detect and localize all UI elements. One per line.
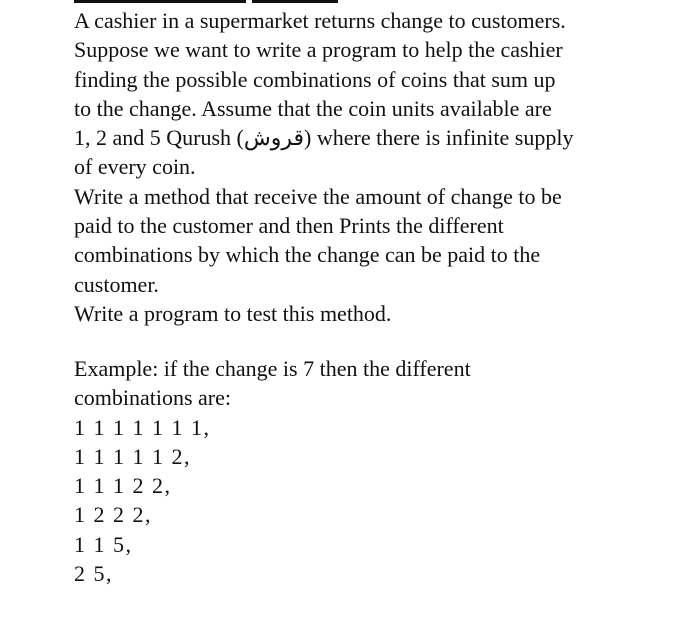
example-section: [74, 354, 684, 588]
problem-line: customer.: [74, 271, 159, 297]
top-underline-fragment: [252, 0, 338, 3]
problem-line: A cashier in a supermarket returns change to customers.: [74, 8, 566, 33]
combination-line: 1 1 1 1 1 2,: [74, 443, 191, 469]
combination-line: 1 1 1 2 2,: [74, 473, 172, 499]
combination-line: 1 2 2 2,: [74, 502, 152, 528]
problem-line: Suppose we want to write a program to help the cashier: [74, 37, 563, 63]
combination-line: 1 1 5,: [74, 531, 133, 557]
problem-statement: [74, 6, 684, 328]
problem-line: finding the possible combinations of coins that sum up: [74, 66, 556, 92]
coin-units-text: 1, 2 and 5 Qurush (: [74, 125, 244, 151]
problem-line: [74, 123, 684, 152]
problem-line: to the change. Assume that the coin units available are: [74, 95, 552, 121]
problem-line: combinations by which the change can be paid to the: [74, 242, 541, 268]
arabic-currency-word: قروش: [243, 125, 305, 151]
example-intro: combinations are:: [74, 385, 232, 411]
supply-text: ) where there is infinite supply: [304, 125, 574, 151]
combination-line: 1 1 1 1 1 1 1,: [74, 414, 211, 440]
problem-line: Write a program to test this method.: [74, 300, 392, 326]
example-intro: Example: if the change is 7 then the different: [74, 356, 471, 381]
problem-line: paid to the customer and then Prints the different: [74, 213, 504, 239]
combination-line: 2 5,: [74, 561, 113, 587]
problem-line: of every coin.: [74, 154, 196, 180]
problem-line: Write a method that receive the amount of change to be: [74, 183, 562, 209]
top-underline-fragment: [74, 0, 246, 3]
